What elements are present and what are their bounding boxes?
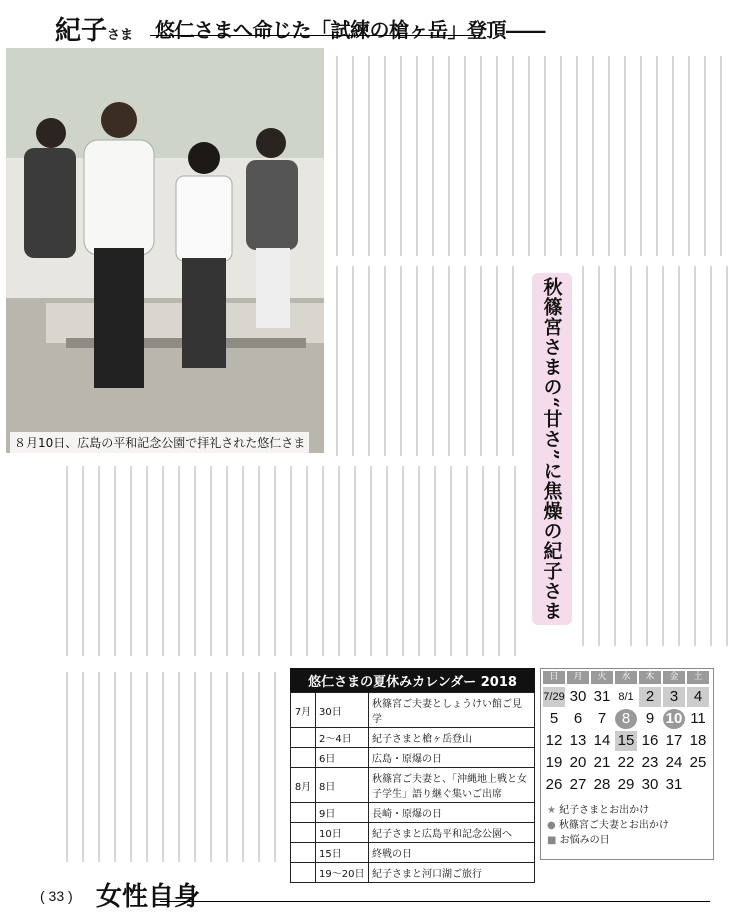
- calendar-day: 11: [690, 710, 706, 727]
- brand-title: 紀子さま: [55, 16, 134, 46]
- calendar-day: 23: [641, 754, 659, 771]
- calendar-day: 16: [641, 732, 659, 749]
- legend-square-icon: ■: [547, 835, 557, 846]
- calendar-day: 20: [569, 754, 587, 771]
- headline-rule: [150, 35, 480, 36]
- text-lines: [60, 462, 530, 662]
- calendar-day: 28: [593, 776, 611, 793]
- text-lines: [60, 668, 285, 868]
- schedule-date: 19〜20日: [316, 863, 369, 883]
- calendar-day: 10: [663, 709, 685, 729]
- calendar-day: 9: [645, 710, 655, 727]
- schedule-month: [291, 748, 316, 768]
- magazine-logo: 女性自身: [96, 882, 201, 912]
- body-column-right-middle: [576, 262, 736, 652]
- calendar-day: 13: [569, 732, 587, 749]
- schedule-date: 15日: [316, 843, 369, 863]
- photo-caption: ８月10日、広島の平和記念公園で拝礼された悠仁さま: [10, 432, 309, 453]
- legend-circle: [547, 816, 669, 831]
- footer-rule: [160, 901, 710, 902]
- schedule-row: [291, 843, 535, 863]
- calendar-weekday: 金: [663, 671, 685, 684]
- calendar-day: 3: [663, 687, 685, 707]
- schedule-row: [291, 803, 535, 823]
- body-column-middle: [330, 262, 530, 462]
- calendar-day: 29: [617, 776, 635, 793]
- legend-label: 紀子さまとお出かけ: [555, 805, 650, 816]
- calendar-weekday: 月: [567, 671, 589, 684]
- schedule-row: [291, 693, 535, 728]
- calendar-day: 18: [689, 732, 707, 749]
- schedule-month: [291, 823, 316, 843]
- legend-square: [547, 831, 610, 846]
- legend-circle-icon: ●: [547, 820, 556, 831]
- calendar-day: 2: [639, 687, 661, 707]
- schedule-event: 紀子さまと広島平和記念公園へ: [369, 823, 535, 843]
- calendar-day: 15: [615, 731, 637, 751]
- calendar-day: 7/29: [543, 687, 565, 707]
- calendar-day: 25: [689, 754, 707, 771]
- news-photo: [6, 48, 324, 453]
- schedule-row: [291, 768, 535, 803]
- calendar-day: 26: [545, 776, 563, 793]
- calendar-day: 22: [617, 754, 635, 771]
- calendar-weekday: 水: [615, 671, 637, 684]
- calendar-weekday: 火: [591, 671, 613, 684]
- schedule-event: 終戦の日: [369, 843, 535, 863]
- calendar-day: 27: [569, 776, 587, 793]
- calendar-day: 30: [569, 688, 587, 705]
- schedule-month: [291, 843, 316, 863]
- calendar-day: 30: [641, 776, 659, 793]
- text-lines: [330, 52, 730, 262]
- legend-star-icon: ★: [547, 805, 556, 816]
- schedule-table: [290, 692, 535, 883]
- calendar-day: 19: [545, 754, 563, 771]
- schedule-event: 広島・原爆の日: [369, 748, 535, 768]
- calendar-weekday: 日: [543, 671, 565, 684]
- headline: 悠仁さまへ命じた「試練の槍ヶ岳」登頂――: [155, 18, 545, 42]
- calendar-weekday: 木: [639, 671, 661, 684]
- schedule-event: 秋篠宮ご夫妻としょうけい館ご見学: [369, 693, 535, 728]
- schedule-month: 8月: [291, 768, 316, 803]
- calendar-day: 21: [593, 754, 611, 771]
- calendar-day: 24: [665, 754, 683, 771]
- calendar-day: 14: [593, 732, 611, 749]
- calendar-day: 31: [593, 688, 611, 705]
- calendar-day: 8: [615, 709, 637, 729]
- calendar-day: 17: [665, 732, 683, 749]
- schedule-date: 10日: [316, 823, 369, 843]
- schedule-row: [291, 823, 535, 843]
- side-headline: 秋篠宮さまの“甘さ”に焦燥の紀子さま: [532, 273, 572, 625]
- schedule-month: [291, 728, 316, 748]
- calendar-day: 12: [545, 732, 563, 749]
- body-column-lower-left: [60, 462, 530, 662]
- schedule-date: 9日: [316, 803, 369, 823]
- schedule-row: [291, 728, 535, 748]
- body-column-bottom-left: [60, 668, 285, 868]
- schedule-row: [291, 748, 535, 768]
- calendar-day: 4: [687, 687, 709, 707]
- calendar-day: 5: [549, 710, 559, 727]
- mini-calendar: [540, 668, 714, 860]
- schedule-date: 30日: [316, 693, 369, 728]
- legend-star: [547, 801, 649, 816]
- legend-label: お悩みの日: [556, 835, 610, 846]
- schedule-row: [291, 863, 535, 883]
- schedule-date: 6日: [316, 748, 369, 768]
- schedule-event: 紀子さまと河口湖ご旅行: [369, 863, 535, 883]
- schedule-event: 紀子さまと槍ヶ岳登山: [369, 728, 535, 748]
- body-column-top-right: [330, 52, 730, 262]
- schedule-title: 悠仁さまの夏休みカレンダー 2018: [290, 668, 535, 692]
- page-number: ( 33 ): [40, 888, 73, 904]
- calendar-day: 8/1: [618, 691, 634, 703]
- schedule-event: 長崎・原爆の日: [369, 803, 535, 823]
- schedule-month: 7月: [291, 693, 316, 728]
- text-lines: [576, 262, 736, 652]
- schedule-date: 8日: [316, 768, 369, 803]
- schedule-month: [291, 803, 316, 823]
- calendar-day: 7: [597, 710, 607, 727]
- calendar-weekday: 土: [687, 671, 709, 684]
- schedule-month: [291, 863, 316, 883]
- schedule-date: 2〜4日: [316, 728, 369, 748]
- legend-label: 秋篠宮ご夫妻とお出かけ: [555, 820, 669, 831]
- calendar-day: 6: [573, 710, 583, 727]
- schedule-event: 秋篠宮ご夫妻と、「沖縄地上戦と女子学生」語り継ぐ集いご出席: [369, 768, 535, 803]
- text-lines: [330, 262, 530, 462]
- calendar-day: 31: [665, 776, 683, 793]
